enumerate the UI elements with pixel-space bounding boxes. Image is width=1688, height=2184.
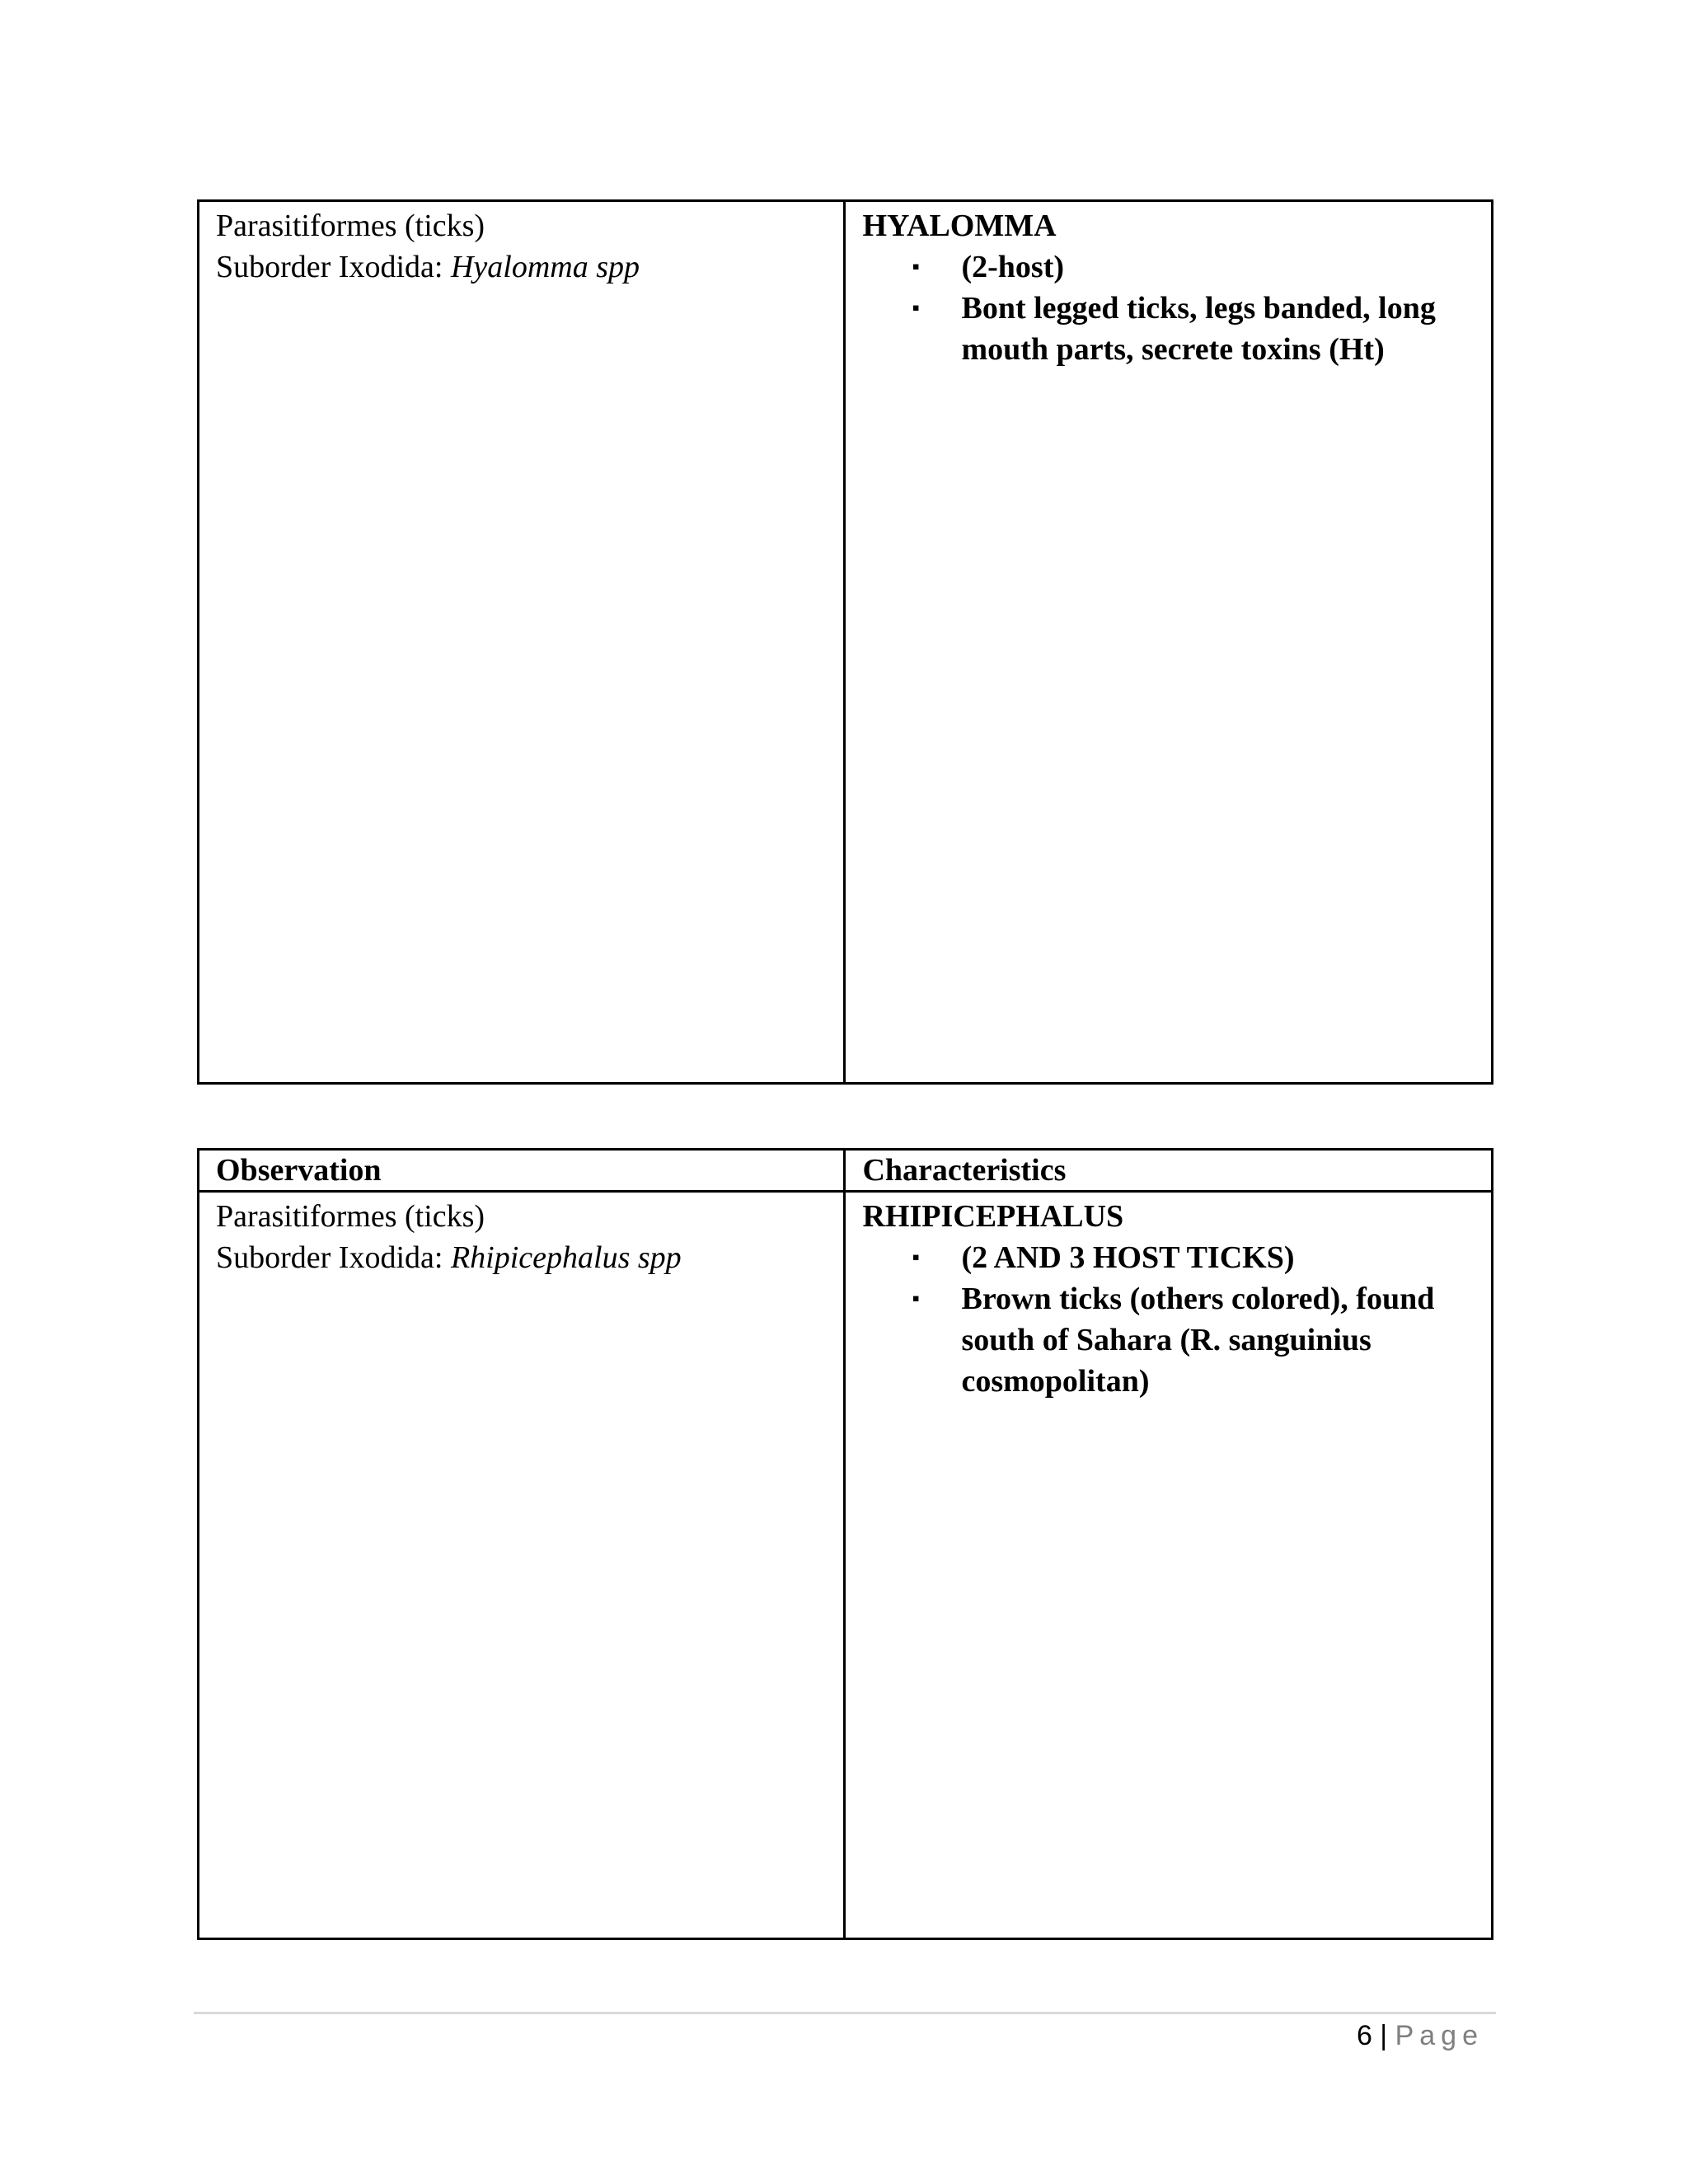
suborder-line <box>216 1237 827 1278</box>
list-item <box>862 288 1475 370</box>
list-item-text: Bont legged ticks, legs banded, long mouth parts, secrete toxins (Ht) <box>961 291 1436 367</box>
suborder-label: Suborder Ixodida: <box>216 250 451 284</box>
hyalomma-table <box>197 199 1493 1085</box>
page-number: 6 <box>1356 2020 1372 2051</box>
header-cell-observation <box>199 1150 845 1192</box>
species-name: Hyalomma spp <box>450 250 640 284</box>
genus-heading: RHIPICEPHALUS <box>862 1199 1124 1234</box>
page-footer <box>1357 2016 1484 2055</box>
rhipicephalus-table <box>197 1148 1493 1940</box>
bullet-icon: ▪ <box>912 1286 920 1310</box>
table-row <box>199 1192 1493 1939</box>
table-header-row <box>199 1150 1493 1192</box>
column-header: Characteristics <box>862 1153 1067 1188</box>
list-item <box>862 1237 1475 1278</box>
classification-line: Parasitiformes (ticks) <box>216 209 485 243</box>
classification-line: Parasitiformes (ticks) <box>216 1199 485 1234</box>
bullet-icon: ▪ <box>912 296 920 320</box>
bullet-icon: ▪ <box>912 1245 920 1269</box>
characteristics-cell <box>845 201 1493 1084</box>
header-cell-characteristics <box>845 1150 1493 1192</box>
characteristics-list <box>862 1237 1475 1402</box>
characteristics-cell <box>845 1192 1493 1939</box>
list-item <box>862 246 1475 288</box>
page-label: Page <box>1395 2020 1484 2051</box>
observation-cell <box>199 1192 845 1939</box>
genus-heading: HYALOMMA <box>862 209 1057 243</box>
column-header: Observation <box>216 1153 382 1188</box>
page-separator: | <box>1372 2020 1395 2051</box>
observation-cell <box>199 201 845 1084</box>
list-item-text: (2 AND 3 HOST TICKS) <box>961 1240 1295 1275</box>
suborder-line <box>216 246 827 288</box>
list-item-text: Brown ticks (others colored), found south of Sahara (R. sanguinius cosmopolitan) <box>961 1282 1435 1399</box>
list-item-text: (2-host) <box>961 250 1065 284</box>
characteristics-list <box>862 246 1475 370</box>
suborder-label: Suborder Ixodida: <box>216 1240 451 1275</box>
table-row <box>199 201 1493 1084</box>
footer-divider <box>194 2012 1496 2014</box>
list-item <box>862 1278 1475 1402</box>
bullet-icon: ▪ <box>912 255 920 279</box>
species-name: Rhipicephalus spp <box>450 1240 682 1275</box>
